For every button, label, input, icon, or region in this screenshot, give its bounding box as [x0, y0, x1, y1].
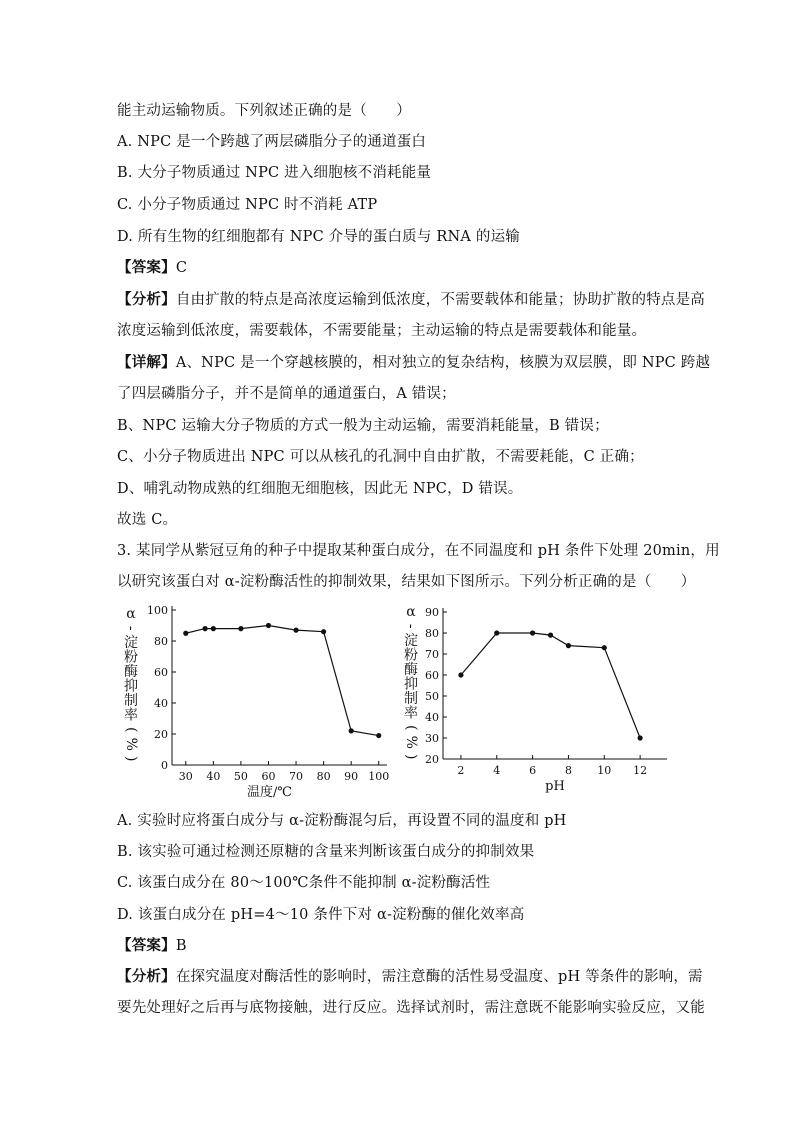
ph-y-axis-label-char: α	[406, 603, 416, 620]
charts-figure	[115, 598, 675, 803]
ph-y-axis-label-char: 制	[404, 690, 418, 707]
analysis-text: 在探究温度对酶活性的影响时，需注意酶的活性易受温度、pH 等条件的影响，需	[175, 969, 703, 985]
ph-y-tick-label: 30	[425, 732, 439, 745]
analysis-label: 【分析】	[117, 291, 176, 308]
ph-x-tick-label: 6	[529, 764, 537, 777]
answer-label: 【答案】	[117, 937, 176, 954]
ph-x-tick-label: 8	[564, 764, 572, 777]
ph-y-tick-label: 60	[425, 669, 439, 682]
ph-y-axis-label-char: 酶	[404, 661, 418, 678]
ph-x-axis-label: pH	[545, 779, 565, 794]
temp-data-point	[376, 733, 381, 738]
option-3b: B. 该实验可通过检测还原糖的含量来判断该蛋白成分的抑制效果	[117, 844, 535, 860]
ph-y-axis-label-char: 淀	[404, 632, 418, 649]
temp-y-tick-label: 20	[154, 728, 168, 741]
temp-data-point	[211, 626, 216, 631]
ph-y-axis-label-char: )	[403, 754, 419, 760]
temp-x-tick-label: 70	[289, 770, 304, 783]
ph-y-tick-label: 40	[425, 711, 439, 724]
option-2c: C. 小分子物质通过 NPC 时不消耗 ATP	[117, 197, 378, 213]
temp-data-point	[321, 629, 326, 634]
temp-y-tick-label: 60	[154, 666, 168, 679]
detail-2-line5: D、哺乳动物成熟的红细胞无细胞核，因此无 NPC，D 错误。	[117, 481, 523, 497]
temp-x-tick-label: 60	[261, 770, 276, 783]
temp-y-tick-label: 100	[147, 604, 168, 617]
temp-x-tick-label: 90	[344, 770, 359, 783]
ph-data-point	[530, 630, 535, 635]
temp-y-axis-label-char: %	[123, 737, 139, 751]
ph-y-axis-label-char: 粉	[404, 647, 418, 664]
option-2a: A. NPC 是一个跨越了两层磷脂分子的通道蛋白	[117, 134, 427, 150]
temp-x-axis-label: 温度/℃	[247, 785, 292, 800]
temp-y-axis-label-char: 抑	[124, 678, 138, 695]
temp-y-axis-label-char: 粉	[124, 649, 138, 666]
temp-x-tick-label: 100	[368, 770, 390, 783]
temp-data-point	[238, 626, 243, 631]
answer-2	[117, 258, 687, 278]
ph-data-point	[602, 645, 607, 650]
ph-y-tick-label: 20	[425, 753, 439, 766]
option-2b: B. 大分子物质通过 NPC 进入细胞核不消耗能量	[117, 165, 432, 181]
ph-data-point	[638, 735, 643, 740]
ph-y-tick-label: 90	[425, 606, 439, 619]
ph-series-line	[461, 633, 640, 738]
temp-y-axis-label-char: α	[126, 605, 136, 622]
temp-y-axis-label-char: 淀	[124, 634, 138, 651]
ph-data-point	[494, 630, 499, 635]
ph-y-tick-label: 70	[425, 648, 439, 661]
ph-y-axis-label-char: 率	[404, 705, 418, 722]
ph-x-tick-label: 12	[633, 764, 648, 777]
charts-svg	[115, 598, 675, 803]
answer-value: B	[175, 938, 187, 954]
ph-x-tick-label: 2	[457, 764, 465, 777]
ph-y-axis-label-char: %	[403, 735, 419, 749]
ph-y-axis-label-char: (	[403, 725, 419, 731]
detail-2-line2: 了四层磷脂分子，并不是简单的通道蛋白，A 错误；	[117, 386, 456, 402]
temp-y-axis-label-char: (	[123, 727, 139, 733]
ph-y-axis-label-char: 抑	[404, 676, 418, 693]
ph-y-tick-label: 50	[425, 690, 439, 703]
temp-y-axis-label-char: )	[123, 756, 139, 762]
analysis-3-line2: 要先处理好之后再与底物接触，进行反应。选择试剂时，需注意既不能影响实验反应，又能	[117, 1000, 705, 1016]
ph-data-point	[548, 633, 553, 638]
temp-y-tick-label: 80	[154, 635, 168, 648]
option-3d: D. 该蛋白成分在 pH=4～10 条件下对 α-淀粉酶的催化效率高	[117, 907, 525, 923]
option-2d: D. 所有生物的红细胞都有 NPC 介导的蛋白质与 RNA 的运输	[117, 229, 520, 245]
answer-value: C	[175, 260, 188, 276]
temp-x-tick-label: 50	[233, 770, 248, 783]
analysis-label: 【分析】	[117, 968, 176, 985]
answer-3	[117, 936, 687, 956]
temp-y-axis-label-char: 率	[124, 707, 138, 724]
ph-x-tick-label: 10	[597, 764, 612, 777]
detail-text: A、NPC 是一个穿越核膜的，相对独立的复杂结构，核膜为双层膜，即 NPC 跨越	[175, 355, 711, 371]
question-stem-tail: 能主动运输物质。下列叙述正确的是（ ）	[117, 103, 411, 119]
ph-data-point	[566, 643, 571, 648]
temp-x-tick-label: 40	[206, 770, 221, 783]
temp-data-point	[293, 628, 298, 633]
question-3-line2: 以研究该蛋白对 α-淀粉酶活性的抑制效果，结果如下图所示。下列分析正确的是（ ）	[117, 574, 696, 590]
temp-series-line	[186, 626, 379, 736]
temp-x-tick-label: 30	[178, 770, 193, 783]
conclusion-2: 故选 C。	[117, 512, 178, 528]
detail-2-line3: B、NPC 运输大分子物质的方式一般为主动运输，需要消耗能量，B 错误；	[117, 418, 609, 434]
temp-y-axis-label-char: -	[123, 625, 139, 631]
analysis-2-line2: 浓度运输到低浓度，需要载体，不需要能量；主动运输的特点是需要载体和能量。	[117, 323, 647, 339]
analysis-3-line1	[117, 967, 703, 987]
option-3a: A. 实验时应将蛋白成分与 α-淀粉酶混匀后，再设置不同的温度和 pH	[117, 813, 567, 829]
temp-y-axis-label-char: 制	[124, 692, 138, 709]
temp-data-point	[266, 623, 271, 628]
temp-y-tick-label: 0	[161, 759, 168, 772]
temp-y-tick-label: 40	[154, 697, 168, 710]
ph-y-axis-label-char: -	[403, 623, 419, 629]
analysis-text: 自由扩散的特点是高浓度运输到低浓度，不需要载体和能量；协助扩散的特点是高	[175, 292, 706, 308]
answer-label: 【答案】	[117, 259, 176, 276]
temp-data-point	[349, 728, 354, 733]
temp-x-tick-label: 80	[316, 770, 331, 783]
ph-data-point	[458, 672, 463, 677]
ph-x-tick-label: 4	[493, 764, 501, 777]
analysis-2-line1	[117, 290, 706, 310]
detail-2-line4: C、小分子物质进出 NPC 可以从核孔的孔洞中自由扩散，不需要耗能，C 正确；	[117, 449, 644, 465]
ph-y-tick-label: 80	[425, 627, 439, 640]
temp-data-point	[202, 626, 207, 631]
option-3c: C. 该蛋白成分在 80～100℃条件不能抑制 α-淀粉酶活性	[117, 875, 491, 891]
temp-y-axis-label-char: 酶	[124, 663, 138, 680]
temp-data-point	[183, 631, 188, 636]
question-3-line1: 3. 某同学从紫冠豆角的种子中提取某种蛋白成分，在不同温度和 pH 条件下处理 20min，用	[117, 543, 720, 559]
detail-label: 【详解】	[117, 354, 176, 371]
detail-2-line1	[117, 353, 711, 373]
